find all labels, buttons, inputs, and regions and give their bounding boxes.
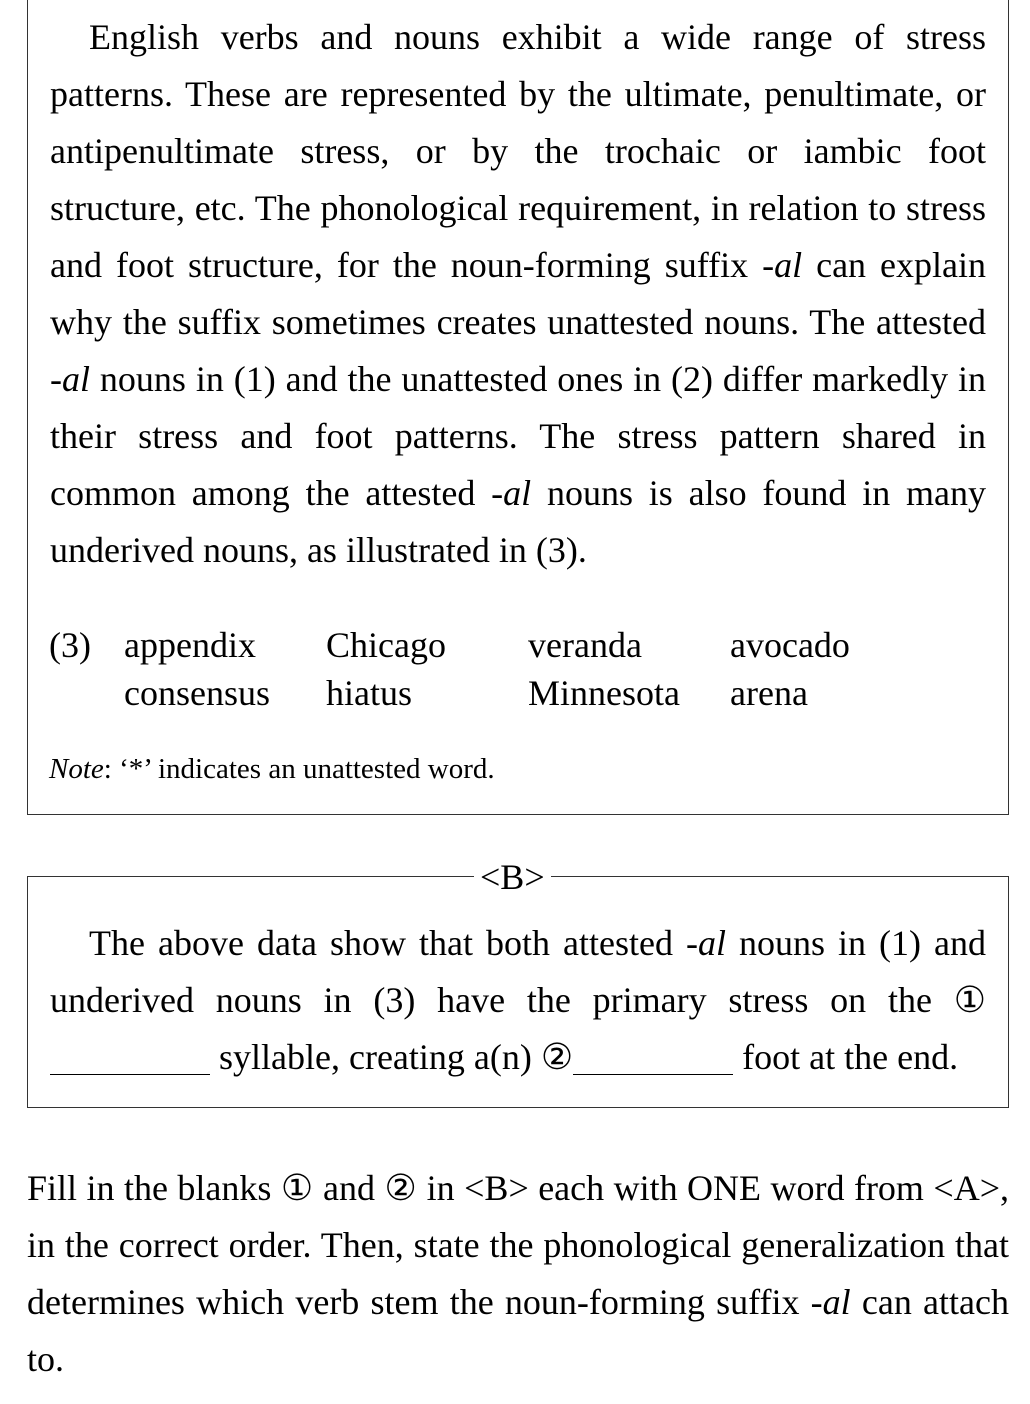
blank-1-marker: ① [953,980,986,1020]
suffix-al: -al [685,923,726,963]
note-label: Note [49,753,104,785]
box-b-label: <B> [474,855,551,899]
suffix-al: -al [810,1282,851,1322]
example-word: veranda [528,625,642,665]
text-span: English verbs and nouns exhibit a wide range of stress patterns. These are represented by the ultimate, penultimate, or antipenultimate stress, or by the trochaic or iambic foot structure, etc. The phonological requirement, in relation to stress and foot structure, for the noun-forming suffix [50,17,986,285]
box-b-paragraph [50,915,986,1086]
example-number: (3) [49,625,91,665]
text-span: nouns in (1) and underived nouns in (3) have the primary stress on the [50,923,987,1020]
blank-2-marker: ② [540,1037,574,1077]
example-word: appendix [124,625,256,665]
text-span: can attach to. [27,1282,1009,1379]
passage-paragraph [50,9,986,579]
blank-1 [50,1038,210,1075]
example-word: Chicago [326,625,446,665]
text-span: The above data show that both attested [89,923,686,963]
example-word: hiatus [326,673,412,713]
text-span: can explain why the suffix sometimes creates unattested nouns. The attested [50,245,987,342]
instruction-text [27,1160,1009,1388]
suffix-al: -al [762,245,803,285]
note [49,751,495,787]
text-span: nouns is also found in many underived nouns, as illustrated in (3). [50,473,986,570]
passage-box-a [27,0,1009,815]
example-word: avocado [730,625,850,665]
passage-box-b [27,876,1009,1108]
text-span: nouns in (1) and the unattested ones in (2) differ markedly in their stress and foot patterns. The stress pattern shared in common among the attested [50,359,986,513]
text-span: foot at the end. [733,1037,959,1077]
example-word: Minnesota [528,673,680,713]
text-span: syllable, creating a(n) [219,1037,541,1077]
blank-2 [573,1038,733,1075]
note-text: : ‘*’ indicates an unattested word. [103,753,495,785]
text-span: Fill in the blanks ① and ② in <B> each with ONE word from <A>, in the correct order. Then, state the phonological generalization that determines which verb stem the noun-forming suffix [27,1168,1009,1322]
example-word: consensus [124,673,270,713]
example-word: arena [730,673,808,713]
suffix-al: -al [491,473,532,513]
suffix-al: -al [50,359,90,399]
